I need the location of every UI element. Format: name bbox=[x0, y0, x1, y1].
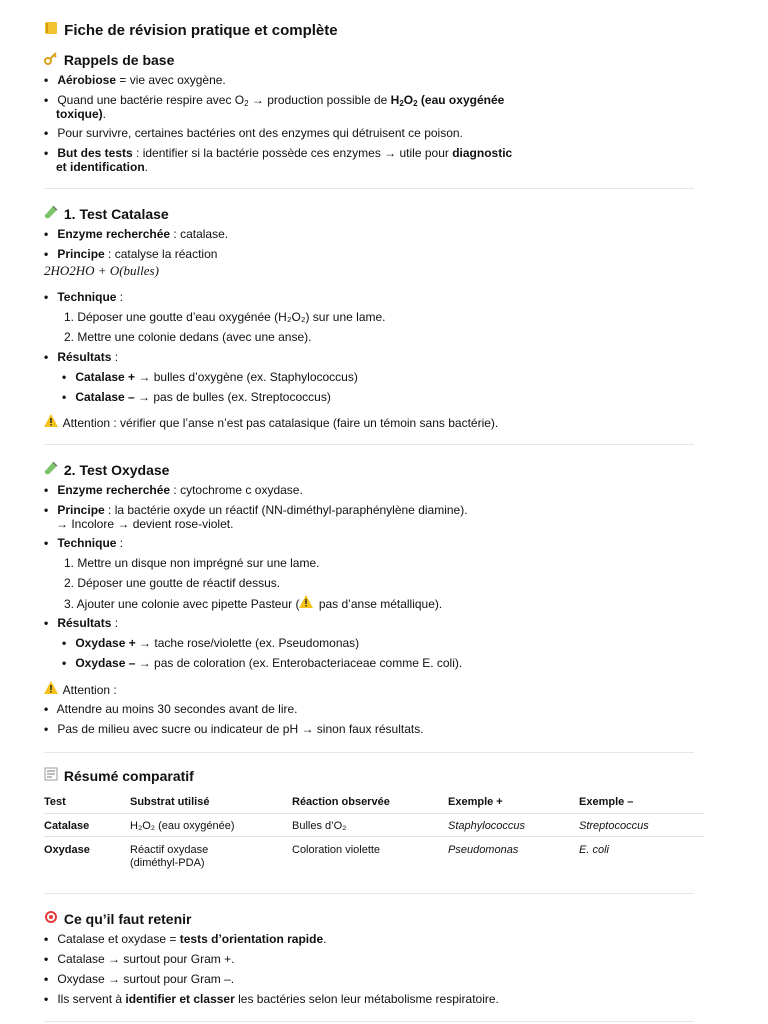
result-item: • Oxydase – → pas de coloration (ex. Enterobacteriaceae comme E. coli). bbox=[62, 655, 462, 671]
table-header: Substrat utilisé bbox=[130, 796, 210, 808]
divider bbox=[44, 752, 694, 753]
table-divider bbox=[44, 813, 704, 814]
list-item: • Résultats : bbox=[44, 349, 118, 365]
table-cell: Réactif oxydase bbox=[130, 844, 209, 856]
list-item: • Catalase → surtout pour Gram +. bbox=[44, 951, 234, 967]
test-tube-icon bbox=[44, 461, 60, 478]
section-heading-basics: Rappels de base bbox=[44, 51, 174, 68]
step-item: 2. Déposer une goutte de réactif dessus. bbox=[64, 576, 281, 590]
list-item: • Attendre au moins 30 secondes avant de lire. bbox=[44, 701, 298, 717]
key-icon bbox=[44, 51, 60, 68]
list-item: • Technique : bbox=[44, 289, 123, 305]
target-icon bbox=[44, 910, 60, 927]
table-cell: E. coli bbox=[579, 844, 609, 856]
step-item: 2. Mettre une colonie dedans (avec une anse). bbox=[64, 330, 312, 344]
warning-icon bbox=[299, 595, 315, 612]
memo-icon bbox=[44, 767, 60, 784]
section-heading-catalase: 1. Test Catalase bbox=[44, 205, 169, 222]
list-item: • Enzyme recherchée : catalase. bbox=[44, 226, 228, 242]
table-cell: Staphylococcus bbox=[448, 820, 526, 832]
list-item-continuation: → Incolore → devient rose-violet. bbox=[56, 517, 234, 531]
table-header: Exemple – bbox=[579, 796, 634, 808]
warning-note: Attention : bbox=[44, 681, 117, 698]
warning-icon bbox=[44, 414, 60, 431]
list-item: • Ils servent à identifier et classer les bactéries selon leur métabolisme respiratoire. bbox=[44, 991, 499, 1007]
table-cell: Pseudomonas bbox=[448, 844, 519, 856]
page-title: Fiche de révision pratique et complète bbox=[44, 21, 338, 39]
table-cell: Bulles d’O₂ bbox=[292, 820, 347, 832]
list-item: • Oxydase → surtout pour Gram –. bbox=[44, 971, 234, 987]
divider bbox=[44, 444, 694, 445]
notebook-icon bbox=[44, 21, 60, 38]
table-cell: Catalase bbox=[44, 820, 90, 832]
list-item: • Principe : catalyse la réaction bbox=[44, 246, 217, 262]
step-item: 1. Déposer une goutte d’eau oxygénée (H₂O₂) sur une lame. bbox=[64, 310, 386, 324]
divider bbox=[44, 1021, 694, 1022]
list-item: • Aérobiose = vie avec oxygène. bbox=[44, 72, 226, 88]
divider bbox=[44, 893, 694, 894]
table-cell: (diméthyl-PDA) bbox=[130, 857, 205, 869]
result-item: • Catalase + → bulles d’oxygène (ex. Staphylococcus) bbox=[62, 369, 358, 385]
step-item: 3. Ajouter une colonie avec pipette Pasteur ( pas d’anse métallique). bbox=[64, 597, 443, 611]
list-item: • But des tests : identifier si la bactérie possède ces enzymes → utile pour diagnostic bbox=[44, 145, 512, 161]
reaction-equation: 2HO2HO + O(bulles) bbox=[44, 263, 159, 278]
section-heading-summary: Résumé comparatif bbox=[44, 767, 194, 784]
table-header: Réaction observée bbox=[292, 796, 390, 808]
warning-note: Attention : vérifier que l’anse n’est pas catalasique (faire un témoin sans bactérie). bbox=[44, 414, 498, 431]
test-tube-icon bbox=[44, 205, 60, 222]
section-heading-retain: Ce qu’il faut retenir bbox=[44, 910, 191, 927]
table-cell: Oxydase bbox=[44, 844, 90, 856]
list-item-continuation: toxique). bbox=[56, 107, 107, 121]
result-item: • Oxydase + → tache rose/violette (ex. Pseudomonas) bbox=[62, 635, 359, 651]
result-item: • Catalase – → pas de bulles (ex. Streptococcus) bbox=[62, 389, 331, 405]
table-divider bbox=[44, 836, 704, 837]
table-cell: Streptococcus bbox=[579, 820, 649, 832]
section-heading-oxydase: 2. Test Oxydase bbox=[44, 461, 169, 478]
list-item: • Catalase et oxydase = tests d’orientation rapide. bbox=[44, 931, 326, 947]
list-item-continuation: et identification. bbox=[56, 160, 149, 174]
list-item: • Enzyme recherchée : cytochrome c oxydase. bbox=[44, 482, 303, 498]
step-item: 1. Mettre un disque non imprégné sur une lame. bbox=[64, 556, 320, 570]
table-header: Exemple + bbox=[448, 796, 503, 808]
list-item: • Technique : bbox=[44, 535, 123, 551]
table-header: Test bbox=[44, 796, 66, 808]
list-item: • Résultats : bbox=[44, 615, 118, 631]
list-item: • Principe : la bactérie oxyde un réactif (NN-diméthyl-paraphénylène diamine). bbox=[44, 502, 468, 518]
list-item: • Quand une bactérie respire avec $O_2$ → production possible de $H_2O_2$ (eau oxygénée bbox=[44, 92, 504, 112]
warning-icon bbox=[44, 681, 60, 698]
table-cell: H₂O₂ (eau oxygénée) bbox=[130, 820, 235, 832]
divider bbox=[44, 188, 694, 189]
list-item: • Pour survivre, certaines bactéries ont des enzymes qui détruisent ce poison. bbox=[44, 125, 463, 141]
list-item: • Pas de milieu avec sucre ou indicateur de pH → sinon faux résultats. bbox=[44, 721, 424, 737]
table-cell: Coloration violette bbox=[292, 844, 381, 856]
